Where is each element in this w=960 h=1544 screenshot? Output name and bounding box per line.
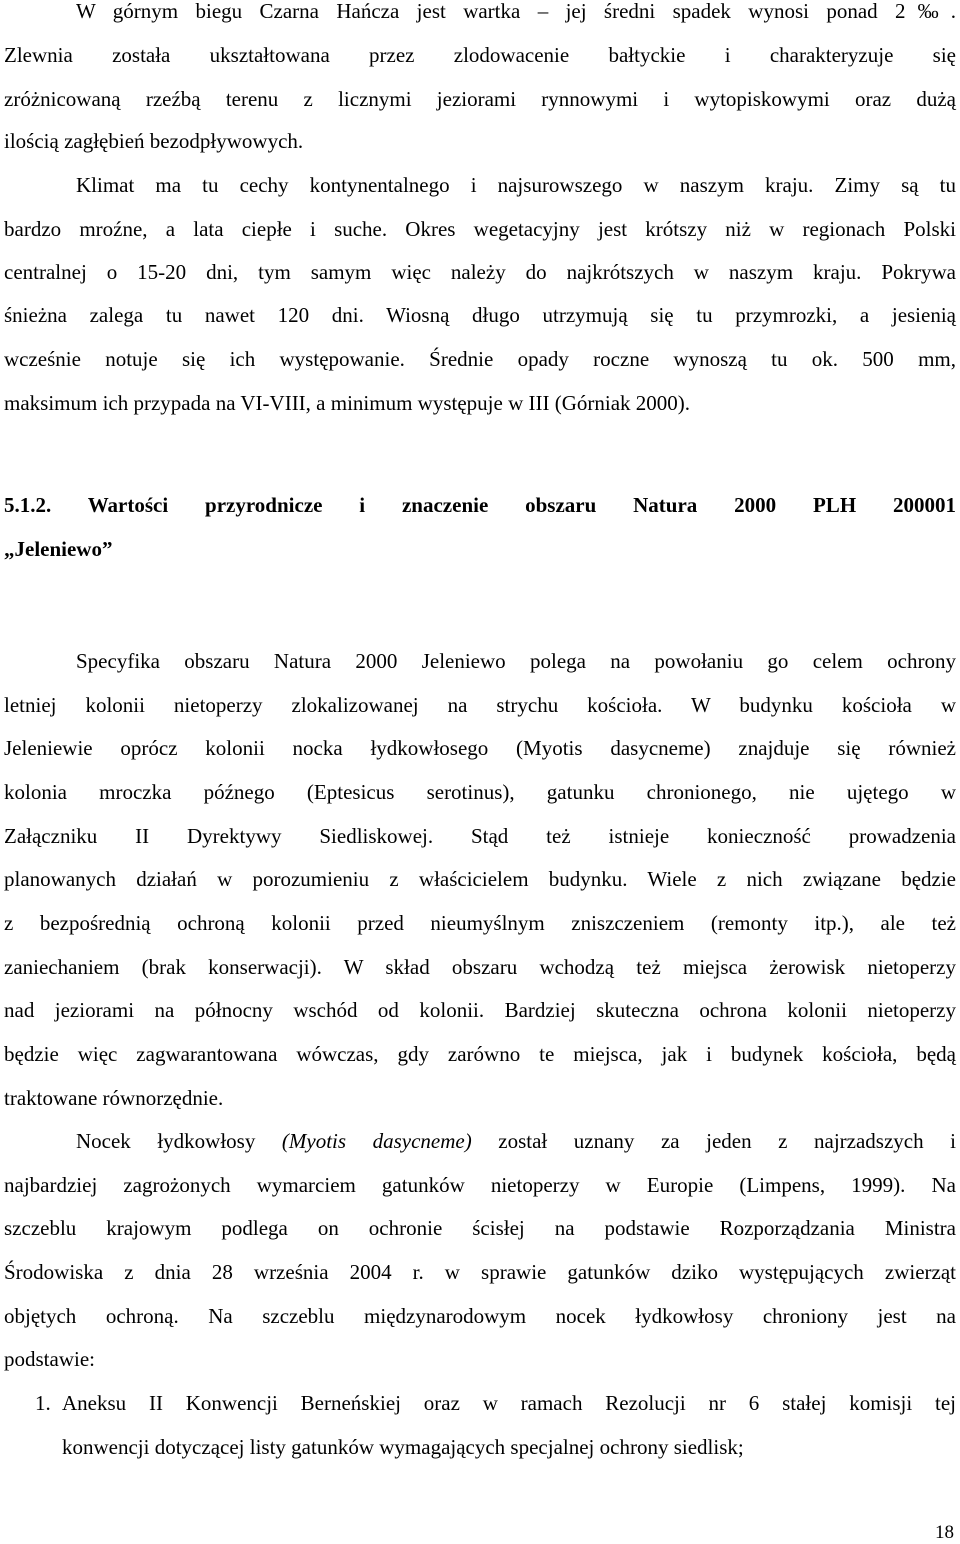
paragraph-4-line-6: podstawie: bbox=[4, 1347, 95, 1371]
paragraph-1-line-4: ilością zagłębień bezodpływowych. bbox=[4, 129, 304, 153]
paragraph-2-line-2: bardzo mroźne, a lata ciepłe i suche. Okres wegetacyjny jest krótszy niż w regionach Polski bbox=[4, 217, 956, 241]
paragraph-3-line-9: nad jeziorami na północny wschód od kolonii. Bardziej skuteczna ochrona kolonii nietoperzy bbox=[4, 998, 956, 1022]
paragraph-2-line-1: Klimat ma tu cechy kontynentalnego i najsurowszego w naszym kraju. Zimy są tu bbox=[76, 173, 956, 197]
paragraph-1-line-2: Zlewnia została ukształtowana przez zlodowacenie bałtyckie i charakteryzuje się bbox=[4, 43, 956, 67]
paragraph-3-line-2: letniej kolonii nietoperzy zlokalizowanej na strychu kościoła. W budynku kościoła w bbox=[4, 693, 956, 717]
paragraph-4-line-1-rest: został uznany za jeden z najrzadszych i bbox=[471, 1129, 956, 1153]
paragraph-4-line-2: najbardziej zagrożonych wymarciem gatunków nietoperzy w Europie (Limpens, 1999). Na bbox=[4, 1173, 956, 1197]
paragraph-4-line-4: Środowiska z dnia 28 września 2004 r. w sprawie gatunków dziko występujących zwierząt bbox=[4, 1260, 956, 1284]
paragraph-3-line-11: traktowane równorzędnie. bbox=[4, 1086, 224, 1110]
paragraph-3-line-5: Załączniku II Dyrektywy Siedliskowej. Stąd też istnieje konieczność prowadzenia bbox=[4, 824, 956, 848]
paragraph-4-line-1 bbox=[4, 1128, 956, 1154]
species-name-text: Nocek łydkowłosy bbox=[76, 1129, 282, 1153]
section-heading-line-2: „Jeleniewo” bbox=[4, 537, 113, 561]
paragraph-2-line-3: centralnej o 15-20 dni, tym samym więc należy do najkrótszych w naszym kraju. Pokrywa bbox=[4, 260, 956, 284]
paragraph-3-line-1: Specyfika obszaru Natura 2000 Jeleniewo polega na powołaniu go celem ochrony bbox=[76, 649, 956, 673]
paragraph-3-line-10: będzie więc zagwarantowana wówczas, gdy zarówno te miejsca, jak i budynek kościoła, będą bbox=[4, 1042, 956, 1066]
paragraph-2-line-6: maksimum ich przypada na VI-VIII, a minimum występuje w III (Górniak 2000). bbox=[4, 391, 691, 415]
list-item-line-1: Aneksu II Konwencji Berneńskiej oraz w ramach Rezolucji nr 6 stałej komisji tej bbox=[62, 1391, 956, 1415]
paragraph-3-line-4: kolonia mroczka późnego (Eptesicus serotinus), gatunku chronionego, nie ujętego w bbox=[4, 780, 956, 804]
paragraph-3-line-3: Jeleniewie oprócz kolonii nocka łydkowłosego (Myotis dasycneme) znajduje się również bbox=[4, 736, 956, 760]
paragraph-2-line-4: śnieżna zalega tu nawet 120 dni. Wiosną długo utrzymują się tu przymrozki, a jesienią bbox=[4, 303, 956, 327]
list-item-marker: 1. bbox=[35, 1391, 51, 1415]
list-item-1 bbox=[4, 1390, 956, 1416]
paragraph-2-line-5: wcześnie notuje się ich występowanie. Średnie opady roczne wynoszą tu ok. 500 mm, bbox=[4, 347, 956, 371]
section-heading-line-1: 5.1.2. Wartości przyrodnicze i znaczenie obszaru Natura 2000 PLH 200001 bbox=[4, 493, 956, 517]
species-latin-name: (Myotis dasycneme) bbox=[281, 1129, 472, 1153]
paragraph-3-line-7: z bezpośrednią ochroną kolonii przed nieumyślnym zniszczeniem (remonty itp.), ale też bbox=[4, 911, 956, 935]
paragraph-4-line-5: objętych ochroną. Na szczeblu międzynarodowym nocek łydkowłosy chroniony jest na bbox=[4, 1304, 956, 1328]
paragraph-3-line-8: zaniechaniem (brak konserwacji). W skład obszaru wchodzą też miejsca żerowisk nietoperzy bbox=[4, 955, 956, 979]
paragraph-1-line-1: W górnym biegu Czarna Hańcza jest wartka – jej średni spadek wynosi ponad 2‰. bbox=[76, 0, 956, 23]
paragraph-4-line-3: szczeblu krajowym podlega on ochronie ścisłej na podstawie Rozporządzania Ministra bbox=[4, 1216, 956, 1240]
paragraph-3-line-6: planowanych działań w porozumieniu z właścicielem budynku. Wiele z nich związane będzie bbox=[4, 867, 956, 891]
paragraph-1-line-3: zróżnicowaną rzeźbą terenu z licznymi jeziorami rynnowymi i wytopiskowymi oraz dużą bbox=[4, 87, 956, 111]
page-number: 18 bbox=[935, 1522, 954, 1543]
list-item-1-line-2: konwencji dotyczącej listy gatunków wymagających specjalnej ochrony siedlisk; bbox=[62, 1435, 744, 1459]
